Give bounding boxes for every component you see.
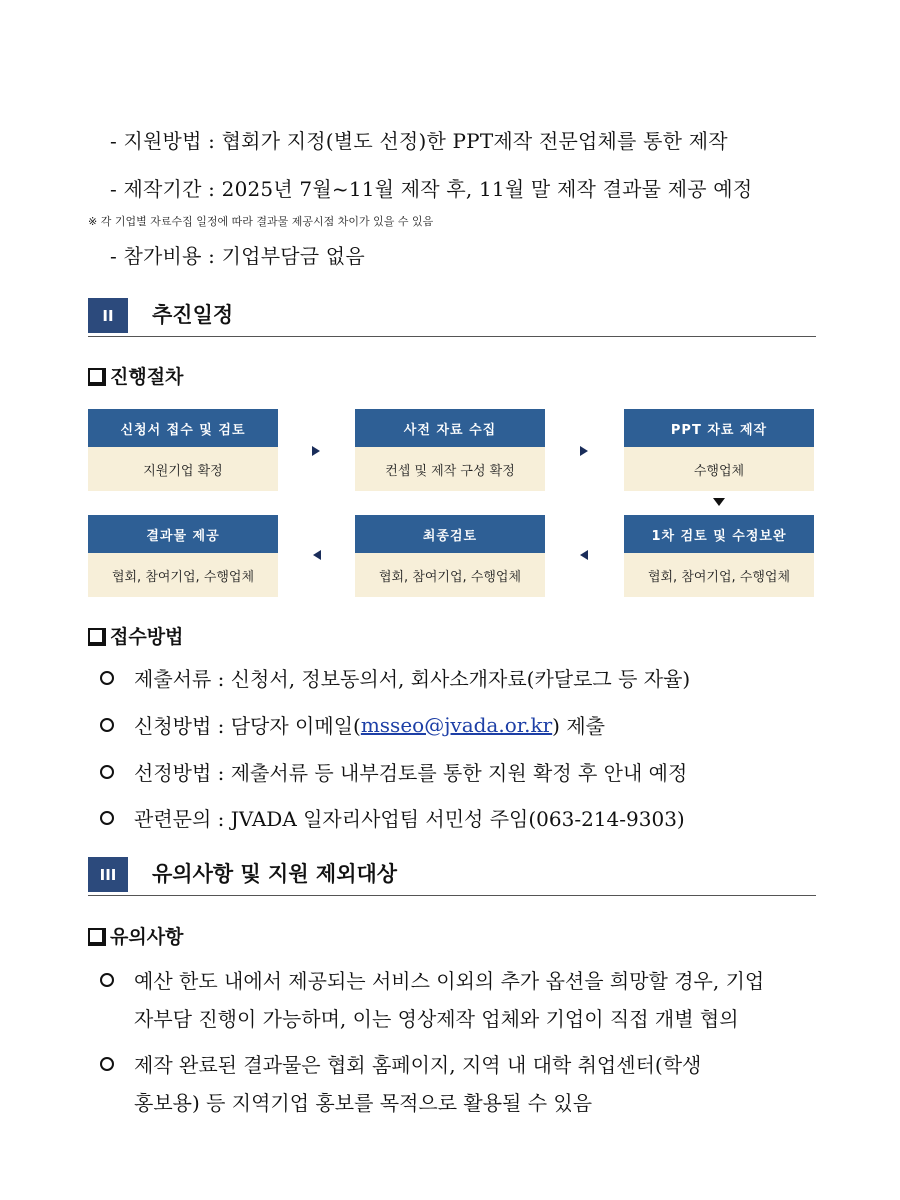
step-detail: 컨셉 및 제작 구성 확정	[355, 447, 545, 491]
section-title: 추진일정	[152, 303, 234, 327]
process-step-4	[624, 515, 814, 597]
step-title: 결과물 제공	[88, 515, 278, 553]
section-header-cautions	[88, 857, 816, 896]
process-step-6	[88, 515, 278, 597]
item-text: 제작 완료된 결과물은 협회 홈페이지, 지역 내 대학 취업센터(학생	[134, 1053, 702, 1077]
step-title: 1차 검토 및 수정보완	[624, 515, 814, 553]
step-title: 사전 자료 수집	[355, 409, 545, 447]
step-detail: 협회, 참여기업, 수행업체	[355, 553, 545, 597]
item-text: 신청방법 : 담당자 이메일(	[134, 714, 361, 738]
subheading-label: 접수방법	[110, 626, 184, 648]
subheading-cautions	[88, 922, 183, 949]
caution-item-2-continuation: 홍보용) 등 지역기업 홍보를 목적으로 활용될 수 있음	[134, 1091, 593, 1115]
step-title: PPT 자료 제작	[624, 409, 814, 447]
circle-bullet-icon	[100, 1057, 114, 1071]
subheading-process	[88, 362, 183, 389]
arrow-left-icon	[313, 550, 321, 560]
circle-bullet-icon	[100, 718, 114, 732]
section-title: 유의사항 및 지원 제외대상	[152, 862, 398, 886]
arrow-right-icon	[312, 446, 320, 456]
section-number: II	[88, 298, 128, 333]
item-text: 예산 한도 내에서 제공되는 서비스 이외의 추가 옵션을 희망할 경우, 기업	[134, 969, 765, 993]
step-detail: 협회, 참여기업, 수행업체	[624, 553, 814, 597]
item-text-suffix: ) 제출	[552, 714, 605, 738]
caution-item-2	[100, 1049, 701, 1078]
circle-bullet-icon	[100, 811, 114, 825]
submission-docs-item	[100, 663, 690, 692]
circle-bullet-icon	[100, 973, 114, 987]
step-detail: 수행업체	[624, 447, 814, 491]
checkbox-square-icon	[88, 628, 104, 644]
production-period-line: - 제작기간 : 2025년 7월~11월 제작 후, 11월 말 제작 결과물 제공 예정	[110, 177, 753, 201]
arrow-down-icon	[713, 498, 725, 506]
caution-item-1	[100, 965, 764, 994]
subheading-label: 진행절차	[110, 366, 184, 388]
circle-bullet-icon	[100, 765, 114, 779]
process-step-3	[624, 409, 814, 491]
schedule-note: ※ 각 기업별 자료수집 일정에 따라 결과물 제공시점 차이가 있을 수 있음	[88, 215, 434, 228]
process-step-1	[88, 409, 278, 491]
process-step-2	[355, 409, 545, 491]
item-text: 선정방법 : 제출서류 등 내부검토를 통한 지원 확정 후 안내 예정	[134, 761, 688, 785]
circle-bullet-icon	[100, 671, 114, 685]
support-method-line: - 지원방법 : 협회가 지정(별도 선정)한 PPT제작 전문업체를 통한 제작	[110, 129, 728, 153]
section-header-schedule	[88, 298, 816, 337]
participation-cost-line: - 참가비용 : 기업부담금 없음	[110, 244, 365, 268]
arrow-right-icon	[580, 446, 588, 456]
submission-contact-item	[100, 803, 685, 832]
item-text: 관련문의 : JVADA 일자리사업팀 서민성 주임(063-214-9303)	[134, 807, 685, 831]
process-step-5	[355, 515, 545, 597]
checkbox-square-icon	[88, 928, 104, 944]
submission-apply-item	[100, 710, 605, 739]
step-detail: 지원기업 확정	[88, 447, 278, 491]
checkbox-square-icon	[88, 368, 104, 384]
arrow-left-icon	[580, 550, 588, 560]
item-text: 제출서류 : 신청서, 정보동의서, 회사소개자료(카달로그 등 자율)	[134, 667, 691, 691]
caution-item-1-continuation: 자부담 진행이 가능하며, 이는 영상제작 업체와 기업이 직접 개별 협의	[134, 1007, 739, 1031]
subheading-submission	[88, 622, 183, 649]
subheading-label: 유의사항	[110, 926, 184, 948]
submission-select-item	[100, 757, 687, 786]
step-title: 신청서 접수 및 검토	[88, 409, 278, 447]
contact-email-link[interactable]: msseo@jvada.or.kr	[360, 712, 553, 737]
section-number: III	[88, 857, 128, 892]
step-title: 최종검토	[355, 515, 545, 553]
step-detail: 협회, 참여기업, 수행업체	[88, 553, 278, 597]
